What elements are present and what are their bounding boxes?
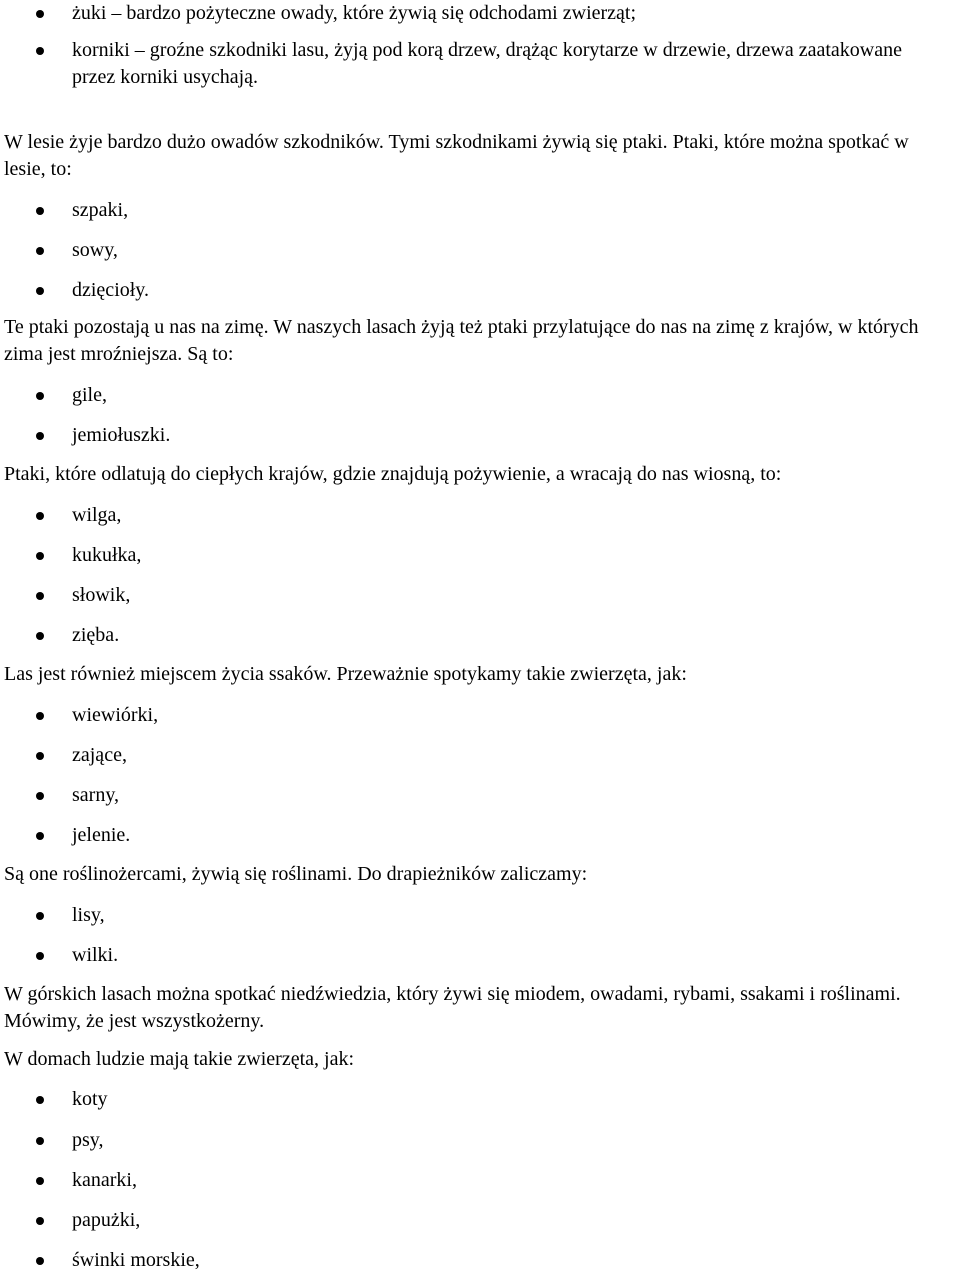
- list-item-text: wilki.: [72, 944, 119, 966]
- list-item-text: kanarki,: [72, 1169, 137, 1191]
- bullet-icon: [36, 632, 44, 640]
- bullet-icon: [36, 712, 44, 720]
- list-item-text: żuki – bardzo pożyteczne owady, które żywią się odchodami zwierząt;: [72, 2, 637, 24]
- bullet-icon: [36, 1137, 44, 1145]
- bullet-icon: [36, 912, 44, 920]
- list-item-text: szpaki,: [72, 199, 129, 221]
- list-item-text: świnki morskie,: [72, 1249, 200, 1271]
- list-item-text: kukułka,: [72, 544, 142, 566]
- bullet-icon: [36, 952, 44, 960]
- bullet-icon: [36, 47, 44, 55]
- bullet-icon: [36, 792, 44, 800]
- bullet-icon: [36, 287, 44, 295]
- list-item-text: wiewiórki,: [72, 704, 159, 726]
- list-item-text: jemiołuszki.: [72, 424, 171, 446]
- paragraph: W lesie żyje bardzo dużo owadów szkodników. Tymi szkodnikami żywią się ptaki. Ptaki, które można spotkać w lesie, to:: [4, 131, 909, 180]
- bullet-icon: [36, 1257, 44, 1265]
- bullet-icon: [36, 10, 44, 18]
- paragraph: Te ptaki pozostają u nas na zimę. W naszych lasach żyją też ptaki przylatujące do nas na zimę z krajów, w których zima jest mroźniejsza. Są to:: [4, 316, 919, 365]
- list-item-text: zające,: [72, 744, 127, 766]
- bullet-icon: [36, 392, 44, 400]
- bullet-icon: [36, 832, 44, 840]
- list-item-text: słowik,: [72, 584, 131, 606]
- list-item-text: wilga,: [72, 504, 122, 526]
- list-item-text: dzięcioły.: [72, 279, 150, 301]
- bullet-icon: [36, 1177, 44, 1185]
- list-item-text: psy,: [72, 1129, 104, 1151]
- list-item-text: koty: [72, 1088, 108, 1110]
- bullet-icon: [36, 1096, 44, 1104]
- list-item-text: gile,: [72, 384, 107, 406]
- paragraph: W domach ludzie mają takie zwierzęta, jak:: [4, 1048, 355, 1070]
- list-item-text: zięba.: [72, 624, 120, 646]
- bullet-icon: [36, 552, 44, 560]
- bullet-icon: [36, 752, 44, 760]
- list-item-text: lisy,: [72, 904, 105, 926]
- paragraph: Las jest również miejscem życia ssaków. Przeważnie spotykamy takie zwierzęta, jak:: [4, 663, 687, 685]
- bullet-icon: [36, 592, 44, 600]
- paragraph: Ptaki, które odlatują do ciepłych krajów, gdzie znajdują pożywienie, a wracają do nas wiosną, to:: [4, 463, 782, 485]
- list-item-text: sarny,: [72, 784, 120, 806]
- bullet-icon: [36, 432, 44, 440]
- list-item-text: papużki,: [72, 1209, 141, 1231]
- bullet-icon: [36, 512, 44, 520]
- list-item-text: sowy,: [72, 239, 118, 261]
- list-item-text: jelenie.: [72, 824, 131, 846]
- bullet-icon: [36, 1217, 44, 1225]
- bullet-icon: [36, 247, 44, 255]
- list-item-text: korniki – groźne szkodniki lasu, żyją pod korą drzew, drążąc korytarze w drzewie, drzewa zaatakowane przez korniki usychają.: [72, 39, 902, 88]
- bullet-icon: [36, 207, 44, 215]
- paragraph: Są one roślinożercami, żywią się roślinami. Do drapieżników zaliczamy:: [4, 863, 588, 885]
- paragraph: W górskich lasach można spotkać niedźwiedzia, który żywi się miodem, owadami, rybami, ssakami i roślinami. Mówimy, że jest wszystkożerny.: [4, 983, 901, 1032]
